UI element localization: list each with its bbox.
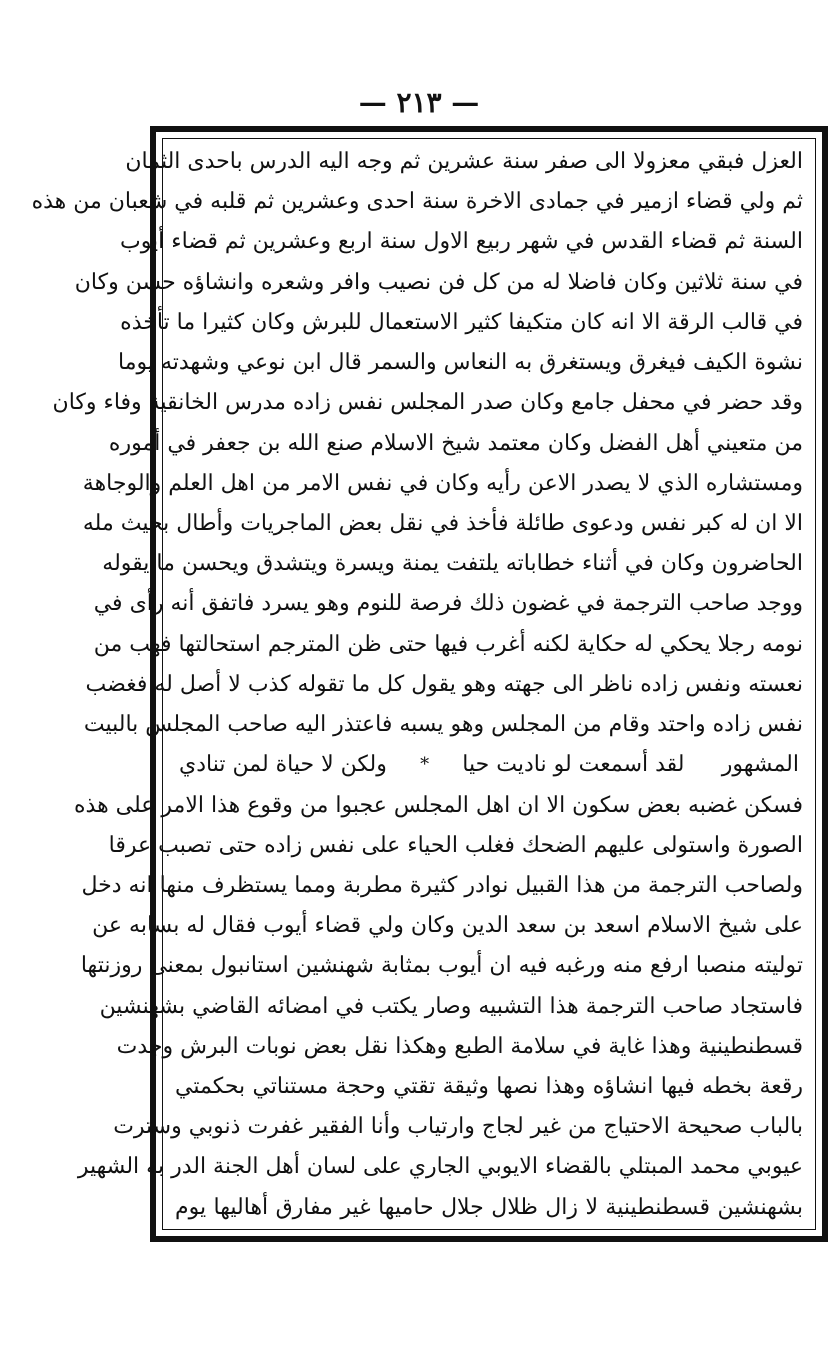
text-line: فسكن غضبه بعض سكون الا ان اهل المجلس عجبوا من وقوع هذا الامر على هذه (74, 792, 803, 818)
text-block (31, 145, 803, 1225)
text-line: نشوة الكيف فيغرق ويستغرق به النعاس والسمر قال ابن نوعي وشهدته يوما (118, 350, 803, 376)
text-line: في قالب الرقة الا انه كان متكيفا كثير الاستعمال للبرش وكان كثيرا ما تأخذه (120, 309, 803, 335)
verse-second-hemistich: ولكن لا حياة لمن تنادي (179, 752, 387, 778)
text-line: نعسته ونفس زاده ناظر الى جهته وهو يقول كل ما تقوله كذب لا أصل له فغضب (85, 671, 803, 697)
text-line: الا ان له كبر نفس ودعوى طائلة فأخذ في نقل بعض الماجريات وأطال بحيث مله (82, 510, 803, 536)
verse-separator: * (420, 754, 430, 776)
text-line: الحاضرون وكان في أثناء خطاباته يلتفت يمنة ويسرة ويتشدق ويحسن ما يقوله (102, 551, 803, 577)
text-line: نفس زاده واحتد وقام من المجلس وهو يسبه فاعتذر اليه صاحب المجلس بالبيت (83, 712, 803, 738)
text-line: في سنة ثلاثين وكان فاضلا له من كل فن نصيب وافر وشعره وانشاؤه حسن وكان (74, 269, 803, 295)
text-line: العزل فبقي معزولا الى صفر سنة عشرين ثم وجه اليه الدرس باحدى الثمان (125, 149, 803, 174)
text-line: ووجد صاحب الترجمة في غضون ذلك فرصة للنوم وهو يسرد فاتفق أنه رأى في (93, 591, 803, 617)
text-line: توليته منصبا ارفع منه ورغبه فيه ان أيوب بمثابة شهنشين استانبول بمعنى روزنتها (80, 953, 803, 979)
text-line: ومستشاره الذي لا يصدر الاعن رأيه وكان في نفس الامر من اهل العلم والوجاهة (82, 470, 803, 496)
verse-first-hemistich: لقد أسمعت لو ناديت حيا (462, 752, 685, 778)
text-line: بالباب صحيحة الاحتياج من غير لجاج وارتياب وأنا الفقير غفرت ذنوبي وسترت (113, 1114, 803, 1140)
text-line: ولصاحب الترجمة من هذا القبيل نوادر كثيرة مطربة ومما يستظرف منها انه دخل (81, 872, 803, 898)
text-line: الصورة واستولى عليهم الضحك فغلب الحياء على نفس زاده حتى تصبب عرقا (108, 832, 803, 858)
text-line: قسطنطينية وهذا غاية في سلامة الطبع وهكذا نقل بعض نوبات البرش وجدت (116, 1033, 803, 1059)
page-inner-border (31, 138, 816, 1230)
text-line: ثم ولي قضاء ازمير في جمادى الاخرة سنة احدى وعشرين ثم قلبه في شعبان من هذه (31, 189, 803, 215)
text-line: فاستجاد صاحب الترجمة هذا التشبيه وصار يكتب في امضائه القاضي بشهنشين (99, 993, 803, 1019)
text-line: بشهنشين قسطنطينية لا زال ظلال جلال حاميها غير مفارق أهاليها يوم (175, 1194, 803, 1220)
text-line: من متعيني أهل الفضل وكان معتمد شيخ الاسلام صنع الله بن جعفر في أموره (108, 430, 803, 456)
page-border (31, 126, 828, 1242)
text-line: على شيخ الاسلام اسعد بن سعد الدين وكان ولي قضاء أيوب فقال له بسابه عن (92, 913, 803, 939)
text-line: نومه رجلا يحكي له حكاية لكنه أغرب فيها حتى ظن المترجم استحالتها فهب من (93, 631, 803, 657)
text-line: السنة ثم قضاء القدس في شهر ربيع الاول سنة اربع وعشرين ثم قضاء أيوب (119, 229, 803, 255)
page-number: — ٢١٣ — (358, 86, 480, 119)
verse-label: المشهور (721, 752, 799, 778)
text-line: عيوبي محمد المبتلي بالقضاء الايوبي الجاري على لسان أهل الجنة الدر به الشهير (77, 1154, 803, 1180)
verse-line (175, 748, 803, 782)
text-line: وقد حضر في محفل جامع وكان صدر المجلس نفس زاده مدرس الخانقية وفاء وكان (52, 390, 803, 416)
text-line: رقعة بخطه فيها انشاؤه وهذا نصها وثيقة تقتي وحجة مستناتي بحكمتي (175, 1074, 803, 1100)
